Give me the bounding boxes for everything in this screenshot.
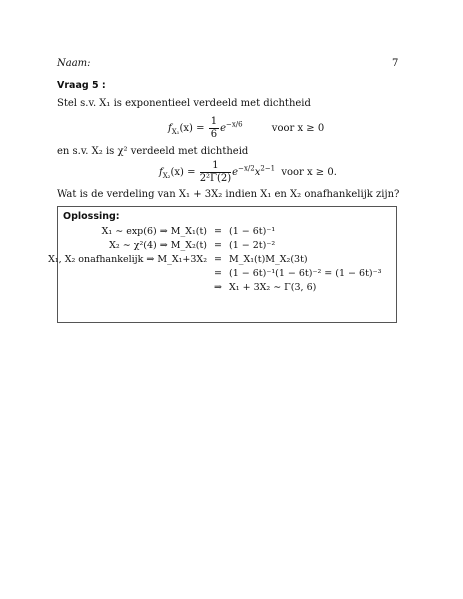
solution-row xyxy=(63,282,393,296)
eq2-condition: voor x ≥ 0. xyxy=(281,167,337,178)
eq2-sub: X₂ xyxy=(162,172,171,180)
eq1-fraction xyxy=(209,116,219,141)
solution-row xyxy=(63,268,393,282)
eq2-x: x xyxy=(254,167,261,178)
solution-row-lhs: X₁ ∼ exp(6) ⇒ M_X₁(t) xyxy=(101,226,207,237)
eq2-e: e xyxy=(232,167,239,178)
eq2-fraction xyxy=(200,160,231,185)
solution-row-eq: = xyxy=(214,268,222,279)
eq1-num: 1 xyxy=(210,116,218,127)
density-equation-1 xyxy=(168,116,324,141)
question-intro-1: Stel s.v. X₁ is exponentieel verdeeld met dichtheid xyxy=(57,98,311,109)
eq1-condition: voor x ≥ 0 xyxy=(271,123,325,134)
eq1-exp: −x/6 xyxy=(225,120,243,129)
page-number: 7 xyxy=(392,58,399,69)
question-text: Wat is de verdeling van X₁ + 3X₂ indien X₁ en X₂ onafhankelijk zijn? xyxy=(57,189,400,200)
eq1-arg: (x) = xyxy=(179,123,205,134)
header-name-label: Naam: xyxy=(57,58,91,69)
solution-title: Oplossing: xyxy=(63,211,120,222)
eq2-e-exp: −x/2 xyxy=(238,164,255,173)
solution-row-eq: = xyxy=(214,226,222,237)
solution-row-lhs: X₁, X₂ onafhankelijk ⇒ M_X₁+3X₂ xyxy=(48,254,207,265)
eq2-num: 1 xyxy=(200,160,231,173)
solution-row-rhs: X₁ + 3X₂ ∼ Γ(3, 6) xyxy=(229,282,317,293)
question-intro-2: en s.v. X₂ is χ² verdeeld met dichtheid xyxy=(57,146,249,157)
solution-row xyxy=(63,226,393,240)
solution-row-rhs: M_X₁(t)M_X₂(3t) xyxy=(229,254,308,265)
solution-row-rhs: (1 − 6t)⁻¹(1 − 6t)⁻² = (1 − 6t)⁻³ xyxy=(229,268,382,279)
solution-row xyxy=(63,240,393,254)
question-title: Vraag 5 : xyxy=(57,80,106,91)
eq2-x-exp: 2−1 xyxy=(260,164,276,173)
solution-row-eq: = xyxy=(214,254,222,265)
eq1-e: e xyxy=(220,123,226,134)
solution-row-eq: ⇒ xyxy=(214,282,222,293)
density-equation-2 xyxy=(159,160,337,185)
solution-row xyxy=(48,254,393,268)
solution-row-eq: = xyxy=(214,240,222,251)
eq2-f: f xyxy=(159,167,163,178)
solution-row-rhs: (1 − 6t)⁻¹ xyxy=(229,226,276,237)
eq1-f: f xyxy=(168,123,172,134)
eq1-sub: X₁ xyxy=(171,128,180,136)
solution-row-rhs: (1 − 2t)⁻² xyxy=(229,240,276,251)
eq2-den: 2²Γ(2) xyxy=(199,173,232,184)
solution-row-lhs: X₂ ∼ χ²(4) ⇒ M_X₂(t) xyxy=(109,240,207,251)
eq1-den: 6 xyxy=(210,129,218,140)
eq2-arg: (x) = xyxy=(170,167,196,178)
